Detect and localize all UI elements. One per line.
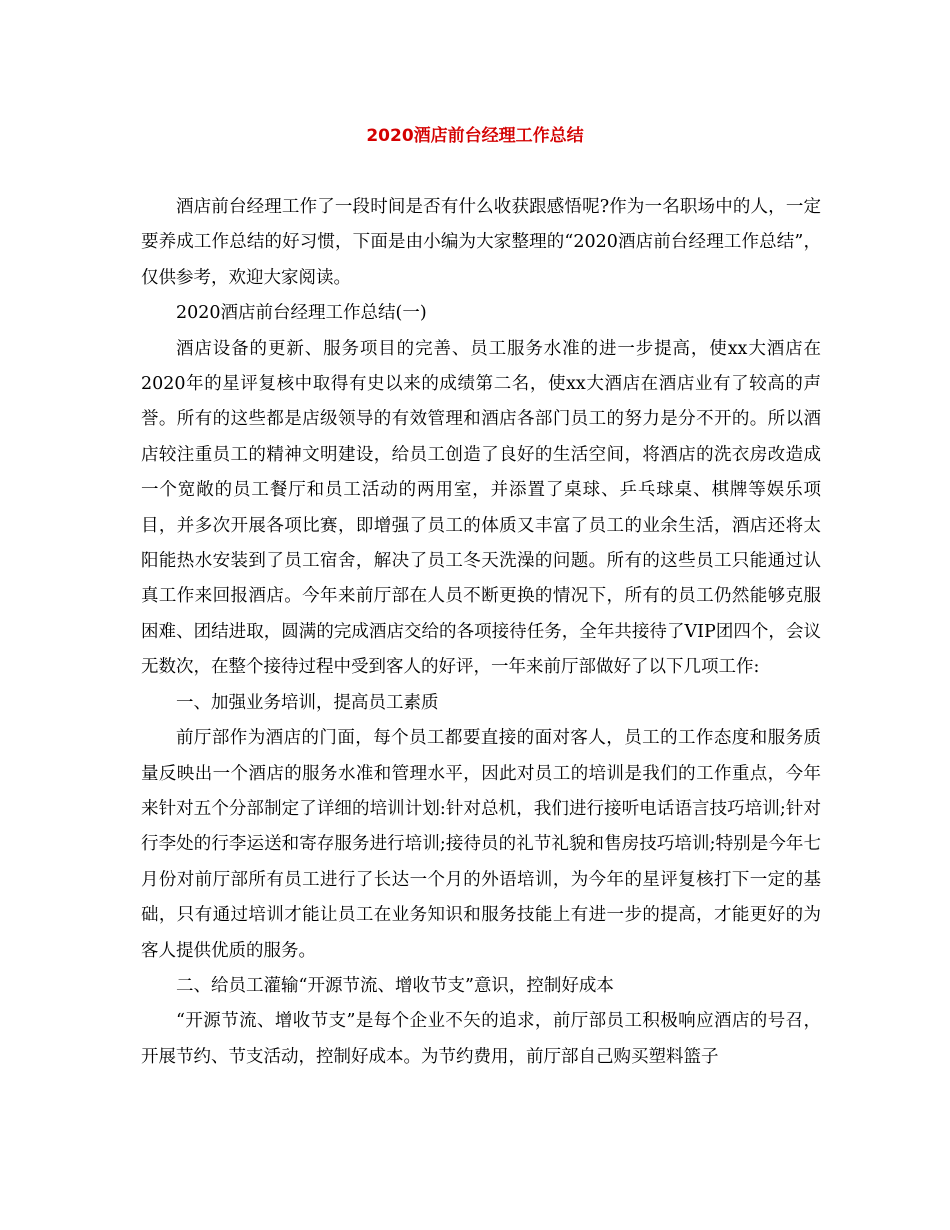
body-paragraph: 酒店设备的更新、服务项目的完善、员工服务水准的进一步提高，使xx大酒店在2020年的星评复核中取得有史以来的成绩第二名，使xx大酒店在酒店业有了较高的声誉。所有的这些都是店级领导的有效管理和酒店各部门员工的努力是分不开的。所以酒店较注重员工的精神文明建设，给员工创造了良好的生活空间，将酒店的洗衣房改造成一个宽敞的员工餐厅和员工活动的两用室，并添置了桌球、乒乓球桌、棋牌等娱乐项目，并多次开展各项比赛，即增强了员工的体质又丰富了员工的业余生活，酒店还将太阳能热水安装到了员工宿舍，解决了员工冬天洗澡的问题。所有的这些员工只能通过认真工作来回报酒店。今年来前厅部在人员不断更换的情况下，所有的员工仍然能够克服困难、团结进取，圆满的完成酒店交给的各项接待任务，全年共接待了VIP团四个，会议无数次，在整个接待过程中受到客人的好评，一年来前厅部做好了以下几项工作: [141, 338, 821, 678]
section-heading: 二、给员工灌输“开源节流、增收节支”意识，控制好成本 [176, 975, 614, 996]
document-title: 2020酒店前台经理工作总结 [366, 126, 584, 146]
body-paragraph: 前厅部作为酒店的门面，每个员工都要直接的面对客人，员工的工作态度和服务质量反映出一个酒店的服务水准和管理水平，因此对员工的培训是我们的工作重点，今年来针对五个分部制定了详细的培训计划:针对总机，我们进行接听电话语言技巧培训;针对行李处的行李运送和寄存服务进行培训;接待员的礼节礼貌和售房技巧培训;特别是今年七月份对前厅部所有员工进行了长达一个月的外语培训，为今年的星评复核打下一定的基础，只有通过培训才能让员工在业务知识和服务技能上有进一步的提高，才能更好的为客人提供优质的服务。 [141, 728, 821, 961]
intro-paragraph: 酒店前台经理工作了一段时间是否有什么收获跟感悟呢?作为一名职场中的人，一定要养成工作总结的好习惯，下面是由小编为大家整理的“2020酒店前台经理工作总结”，仅供参考，欢迎大家阅读。 [141, 197, 821, 288]
body-paragraph: “开源节流、增收节支”是每个企业不矢的追求，前厅部员工积极响应酒店的号召，开展节约、节支活动，控制好成本。为节约费用，前厅部自己购买塑料篮子 [141, 1011, 821, 1067]
document-body [141, 190, 821, 1075]
section-heading: 一、加强业务培训，提高员工素质 [176, 692, 439, 713]
section-heading: 2020酒店前台经理工作总结(一) [176, 303, 427, 324]
